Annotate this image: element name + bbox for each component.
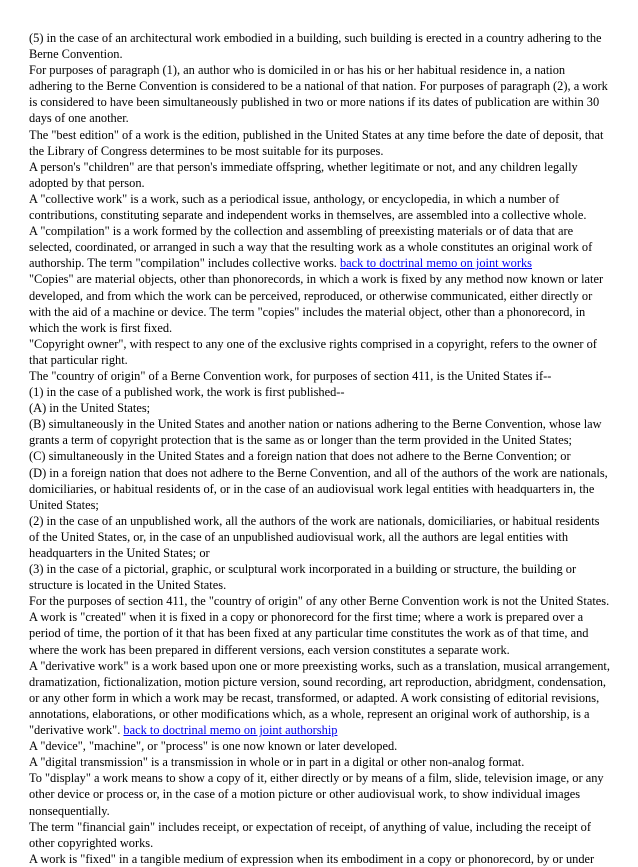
joint-works-memo-link[interactable]: back to doctrinal memo on joint works [339, 256, 533, 271]
children-definition: A person's "children" are that person's immediate offspring, whether legitimate or not, and any children legally adopted by that person. [29, 159, 578, 190]
created-definition: A work is "created" when it is fixed in a copy or phonorecord for the first time; where a work is prepared over a period of time, the portion of it that has been fixed at any particular time constitutes the work as of that time, and where the work has been prepared in different versions, each version constitutes a separate work. [29, 610, 589, 657]
compilation-definition [29, 223, 610, 271]
clause-b: (B) simultaneously in the United States and another nation or nations adhering to the Berne Convention, whose law grants a term of copyright protection that is the same as or longer than the term provided in the United States; [29, 417, 602, 448]
unpublished-work-clause: (2) in the case of an unpublished work, all the authors of the work are nationals, domiciliaries, or habitual residents of the United States, or, in the case of an unpublished audiovisual work, all the authors are legal entities with headquarters in the United States; or [29, 513, 600, 560]
pictorial-work-clause: (3) in the case of a pictorial, graphic, or sculptural work incorporated in a building or structure, the building or structure is located in the United States. [29, 562, 577, 593]
device-definition: A "device", "machine", or "process" is one now known or later developed. [29, 739, 398, 754]
fixed-definition: A work is "fixed" in a tangible medium of expression when its embodiment in a copy or phonorecord, by or under [29, 851, 595, 866]
published-work-clause: (1) in the case of a published work, the work is first published-- [29, 385, 345, 400]
country-of-origin-definition: The "country of origin" of a Berne Convention work, for purposes of section 411, is the United States if-- [29, 368, 552, 383]
financial-gain-definition: The term "financial gain" includes receipt, or expectation of receipt, of anything of value, including the receipt of other copyrighted works. [29, 819, 591, 850]
digital-transmission-definition: A "digital transmission" is a transmission in whole or in part in a digital or other non-analog format. [29, 755, 525, 770]
architectural-work-clause: (5) in the case of an architectural work embodied in a building, such building is erected in a country adhering to the Berne Convention. [29, 31, 602, 62]
display-definition: To "display" a work means to show a copy of it, either directly or by means of a film, slide, television image, or any other device or process or, in the case of a motion picture or other audiovisual work, to show individual images nonsequentially. [29, 771, 604, 818]
derivative-work-definition-text: A "derivative work" is a work based upon one or more preexisting works, such as a translation, musical arrangement, dramatization, fictionalization, motion picture version, sound recording, art reproduction, abridgment, condensation, or any other form in which a work may be recast, transformed, or adapted. A work consisting of editorial revisions, annotations, elaborations, or other modifications which, as a whole, represent an original work of authorship, is a "derivative work". [29, 658, 610, 738]
copies-definition: "Copies" are material objects, other than phonorecords, in which a work is fixed by any method now known or later developed, and from which the work can be perceived, reproduced, or otherwise communicated, either directly or with the aid of a machine or device. The term "copies" includes the material object, other than a phonorecord, in which the work is first fixed. [29, 272, 604, 335]
joint-authorship-memo-link[interactable]: back to doctrinal memo on joint authorship [123, 723, 338, 738]
other-berne-work-clause: For the purposes of section 411, the "country of origin" of any other Berne Convention work is not the United States. [29, 594, 610, 609]
clause-c: (C) simultaneously in the United States and a foreign nation that does not adhere to the Berne Convention; or [29, 449, 571, 464]
clause-a: (A) in the United States; [29, 401, 151, 416]
derivative-work-definition [29, 658, 610, 738]
clause-d: (D) in a foreign nation that does not adhere to the Berne Convention, and all of the authors of the work are nationals, domiciliaries, or habitual residents of, or in the case of an audiovisual work legal entities with headquarters in, the United States; [29, 465, 608, 512]
copyright-owner-definition: "Copyright owner", with respect to any one of the exclusive rights comprised in a copyright, refers to the owner of that particular right. [29, 336, 597, 367]
best-edition-definition: The "best edition" of a work is the edition, published in the United States at any time before the date of deposit, that the Library of Congress determines to be most suitable for its purposes. [29, 127, 604, 158]
berne-nationality-paragraph: For purposes of paragraph (1), an author who is domiciled in or has his or her habitual residence in, a nation adhering to the Berne Convention is considered to be a national of that nation. For purposes of paragraph (2), a work is considered to have been simultaneously published in two or more nations if its dates of publication are within 30 days of one another. [29, 63, 608, 126]
compilation-definition-text: A "compilation" is a work formed by the collection and assembling of preexisting materials or of data that are selected, coordinated, or arranged in such a way that the resulting work as a whole constitutes an original work of authorship. The term "compilation" includes collective works. [29, 224, 593, 271]
collective-work-definition: A "collective work" is a work, such as a periodical issue, anthology, or encyclopedia, in which a number of contributions, constituting separate and independent works in themselves, are assembled into a collective whole. [29, 191, 587, 223]
